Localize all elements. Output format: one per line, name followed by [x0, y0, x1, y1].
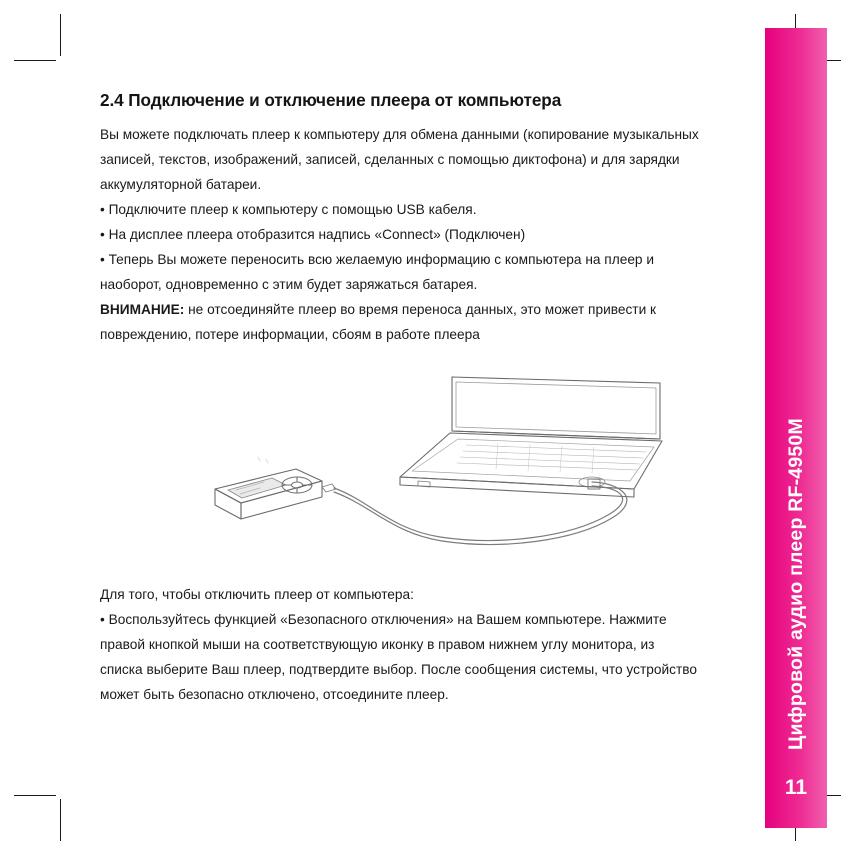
- crop-mark-top-left-horizontal: [14, 60, 56, 61]
- side-tab-title: Цифровой аудио плеер RF-4950M: [784, 418, 807, 750]
- figure-spacer: [100, 569, 700, 583]
- page-content: [100, 90, 700, 708]
- crop-mark-bottom-left-vertical: [60, 799, 61, 841]
- lower-intro-paragraph: Для того, чтобы отключить плеер от компьютера:: [100, 587, 414, 603]
- warning-label: ВНИМАНИЕ:: [100, 301, 185, 317]
- warning-text: не отсоединяйте плеер во время переноса данных, это может привести к повреждению, потере информации, сбоям в работе плеера: [100, 301, 657, 342]
- page-number: 11: [784, 776, 808, 799]
- lower-bullet-paragraph: • Воспользуйтесь функцией «Безопасного отключения» на Вашем компьютере. Нажмите правой кнопкой мыши на соответствующую иконку в правом нижнем углу монитора, из списка выберите Ваш плеер, подтвердите выбор. После сообщения системы, что устройство может быть безопасно отключено, отсоедините плеер.: [100, 612, 697, 703]
- crop-mark-bottom-left-horizontal: [14, 795, 56, 796]
- crop-mark-top-left-vertical: [60, 14, 61, 56]
- warning-paragraph: [100, 298, 700, 348]
- intro-paragraph: Вы можете подключать плеер к компьютеру для обмена данными (копирование музыкальных записей, текстов, изображений, записей, сделанных с помощью диктофона) и для зарядки аккумуляторной батареи.: [100, 127, 699, 192]
- player-laptop-illustration: [100, 369, 700, 559]
- bullet-item-2: • На дисплее плеера отобразится надпись «Connect» (Подключен): [100, 226, 526, 242]
- side-tab: [765, 28, 827, 828]
- bullet-item-3: • Теперь Вы можете переносить всю желаемую информацию с компьютера на плеер и наоборот, одновременно с этим будет заряжаться батарея.: [100, 251, 654, 292]
- bullet-item-1: • Подключите плеер к компьютеру с помощью USB кабеля.: [100, 201, 477, 217]
- section-heading: 2.4 Подключение и отключение плеера от компьютера: [100, 90, 562, 110]
